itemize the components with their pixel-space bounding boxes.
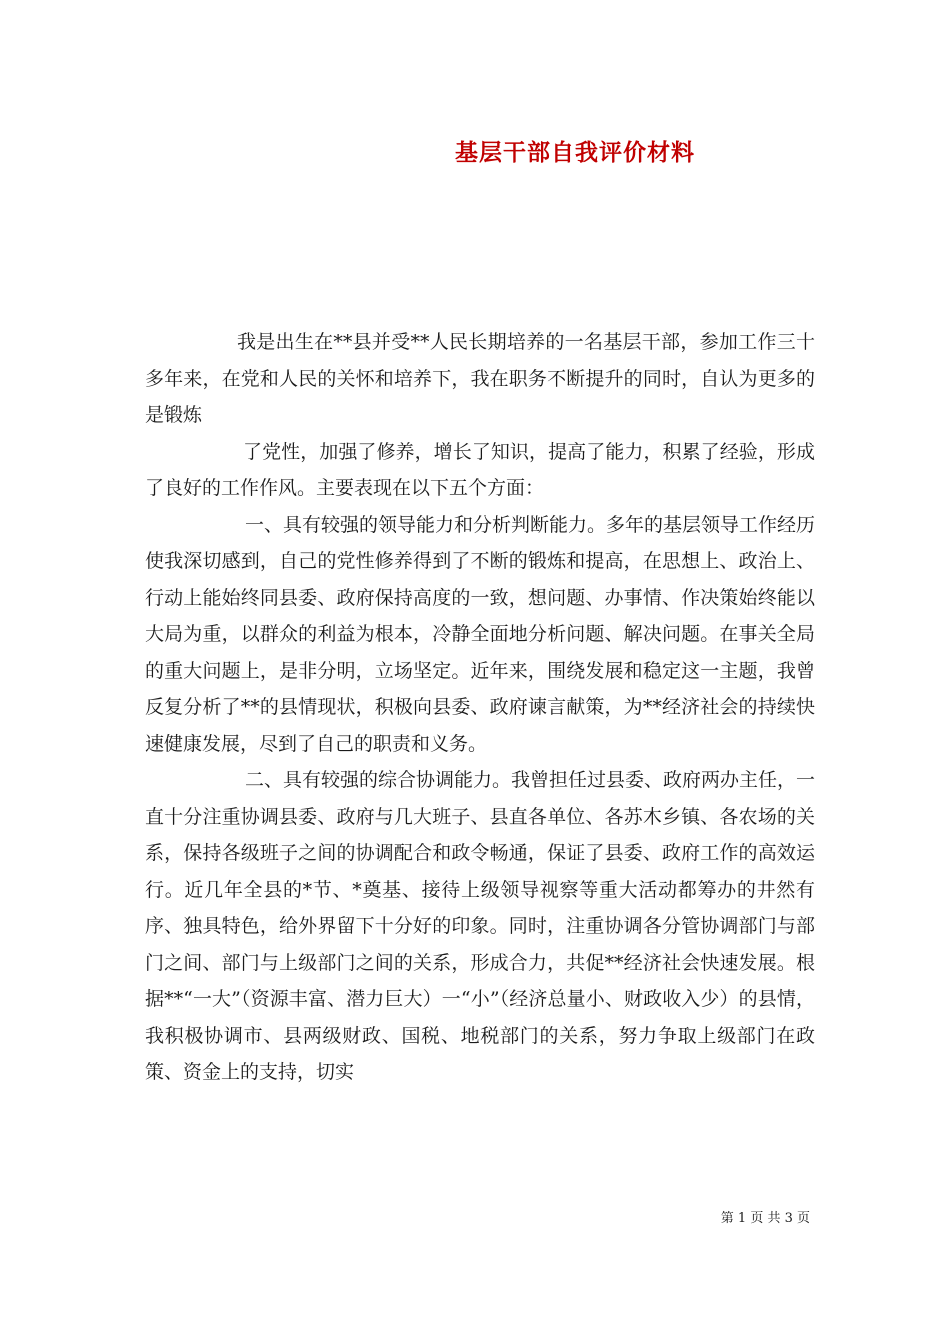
document-title: 基层干部自我评价材料 — [455, 139, 695, 166]
paragraph-coordination: 二、具有较强的综合协调能力。我曾担任过县委、政府两办主任，一直十分注重协调县委、政府与几大班子、县直各单位、各苏木乡镇、各农场的关系，保持各级班子之间的协调配合和政令畅通，保证了县委、政府工作的高效运行。近几年全县的*节、*奠基、接待上级领导视察等重大活动都筹办的井然有序、独具特色，给外界留下十分好的印象。同时，注重协调各分管协调部门与部门之间、部门与上级部门之间的关系，形成合力，共促**经济社会快速发展。根据**“一大”（资源丰富、潜力巨大）一“小”（经济总量小、财政收入少）的县情，我积极协调市、县两级财政、国税、地税部门的关系，努力争取上级部门在政策、资金上的支持，切实 — [145, 769, 816, 1083]
document-body — [145, 324, 815, 1091]
paragraph-leadership: 一、具有较强的领导能力和分析判断能力。多年的基层领导工作经历使我深切感到，自己的党性修养得到了不断的锻炼和提高，在思想上、政治上、行动上能始终同县委、政府保持高度的一致，想问题、办事情、作决策始终能以大局为重，以群众的利益为根本，冷静全面地分析问题、解决问题。在事关全局的重大问题上，是非分明，立场坚定。近年来，围绕发展和稳定这一主题，我曾反复分析了**的县情现状，积极向县委、政府谏言献策，为**经济社会的持续快速健康发展，尽到了自己的职责和义务。 — [145, 513, 816, 755]
page-number: 第 1 页 共 3 页 — [720, 1211, 810, 1226]
paragraph-continuation: 了党性，加强了修养，增长了知识，提高了能力，积累了经验，形成了良好的工作作风。主要表现在以下五个方面： — [145, 440, 815, 499]
paragraph-intro: 我是出生在**县并受**人民长期培养的一名基层干部，参加工作三十多年来，在党和人民的关怀和培养下，我在职务不断提升的同时，自认为更多的是锻炼 — [145, 331, 815, 426]
